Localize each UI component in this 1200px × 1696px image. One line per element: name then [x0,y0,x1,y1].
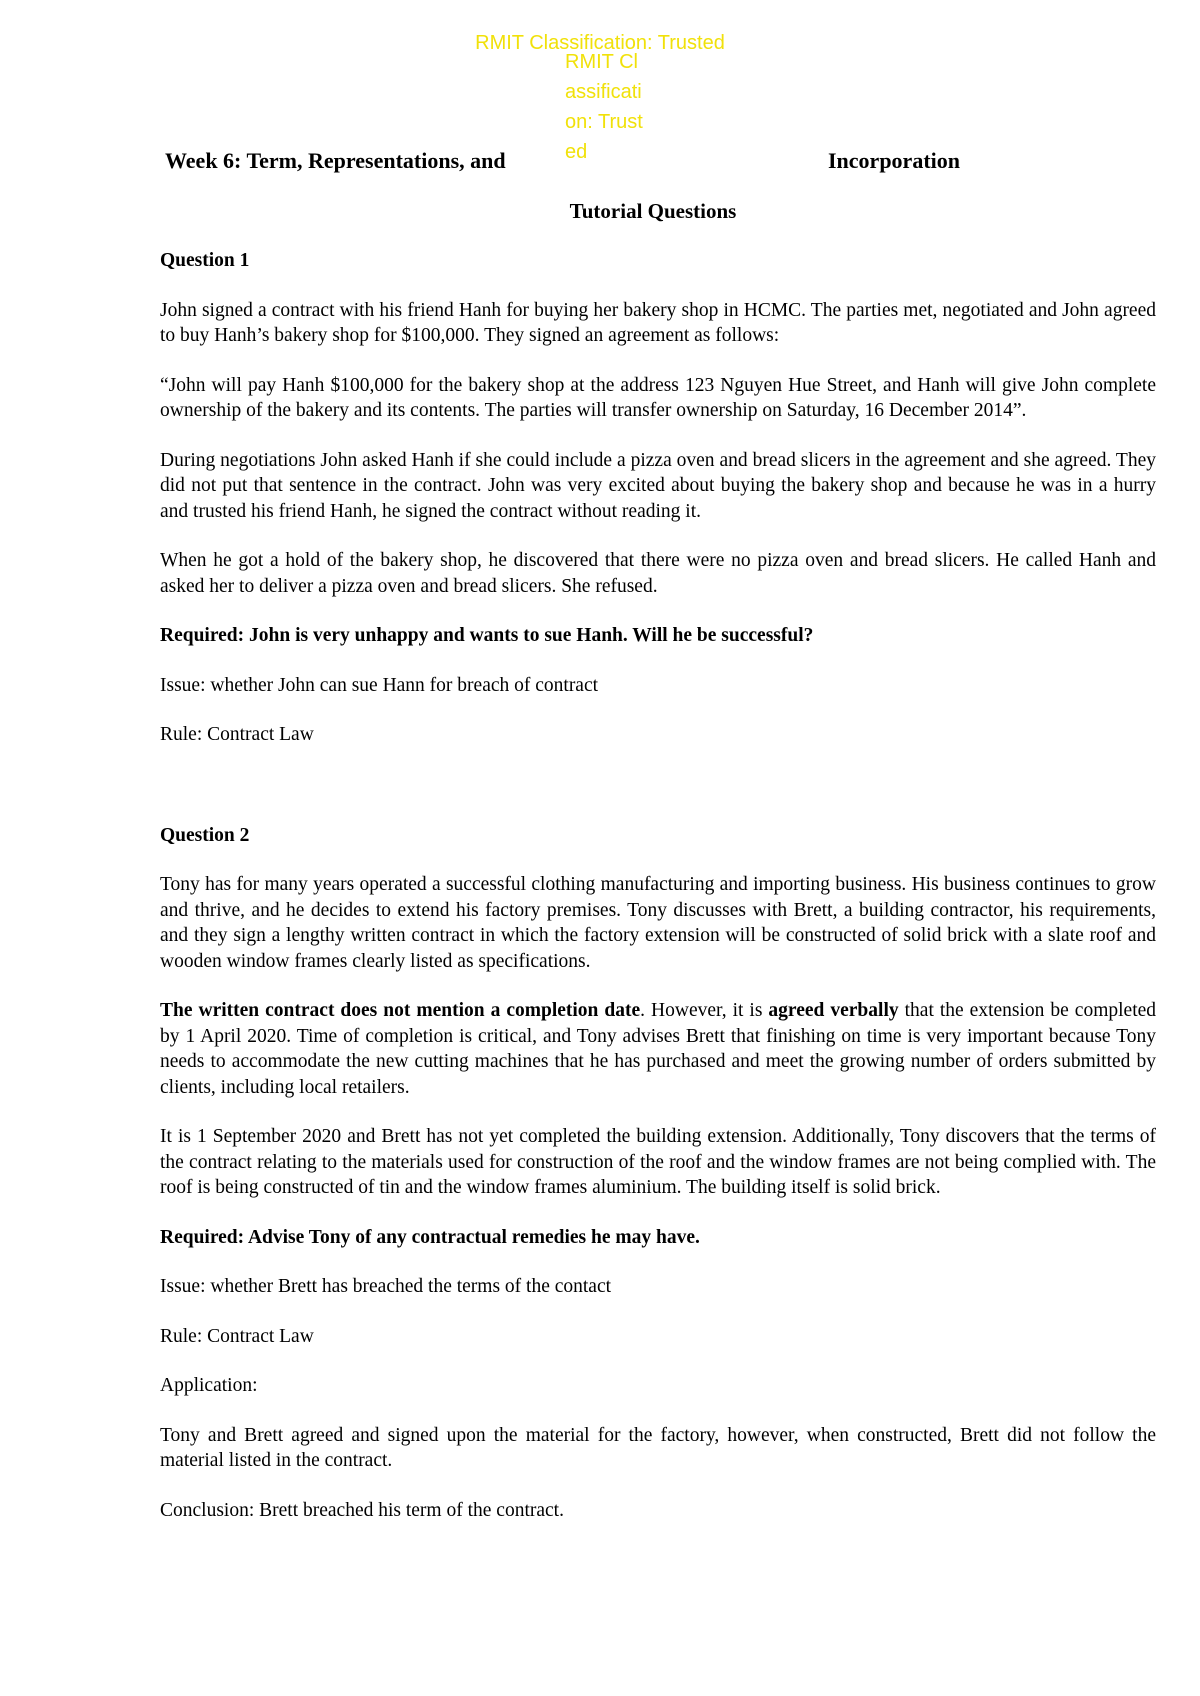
document-subtitle: Tutorial Questions [569,199,737,223]
q2-application-label: Application: [160,1375,258,1396]
q2-issue: Issue: whether Brett has breached the terms of the contact [160,1276,612,1297]
q2-paragraph-3: It is 1 September 2020 and Brett has not yet completed the building extension. Additionally, Tony discovers that the terms of the contract relating to the materials used for construction of the roof and the window frames are not being complied with. The roof is being constructed of tin and the window frames aluminium. The building itself is solid brick. [160,1126,1156,1198]
q2-required: Required: Advise Tony of any contractual remedies he may have. [160,1226,700,1248]
question-2-heading: Question 2 [160,824,250,846]
q2-rule: Rule: Contract Law [160,1325,314,1347]
document-title-end: Incorporation [828,148,960,173]
classification-header: RMIT Classification: Trusted [475,32,725,54]
q2-application: Tony and Brett agreed and signed upon the material for the factory, however, when constructed, Brett did not follow the material listed in the contract. [160,1424,1156,1471]
q1-paragraph-1: John signed a contract with his friend Hanh for buying her bakery shop in HCMC. The parties met, negotiated and John agreed to buy Hanh’s bakery shop for $100,000. They signed an agreement as follows: [160,299,1156,346]
q2-paragraph-1: Tony has for many years operated a successful clothing manufacturing and importing business. His business continues to grow and thrive, and he decides to extend his factory premises. Tony discusses with Brett, a building contractor, his requirements, and they sign a lengthy written contract in which the factory extension will be constructed of solid brick with a slate roof and wooden window frames clearly listed as specifications. [160,874,1156,972]
q1-paragraph-4: When he got a hold of the bakery shop, he discovered that there were no pizza oven and bread slicers. He called Hanh and asked her to deliver a pizza oven and bread slicers. She refused. [160,550,1156,597]
q2-bold-completion: The written contract does not mention a completion date [160,1000,641,1021]
q1-rule: Rule: Contract Law [160,724,314,745]
classification-overlay: RMIT Classification: Trusted [565,51,643,163]
question-1-heading: Question 1 [160,250,250,271]
document-body [160,248,1156,1547]
q2-bold-agreed: agreed verbally [768,1000,899,1021]
blank-space [160,772,1156,823]
q1-paragraph-2: “John will pay Hanh $100,000 for the bakery shop at the address 123 Nguyen Hue Street, and Hanh will give John complete ownership of the bakery and its contents. The parties will transfer ownership on Saturday, 16 December 2014”. [160,374,1156,421]
q2-paragraph-2 [160,998,1156,1100]
q1-issue: Issue: whether John can sue Hann for breach of contract [160,674,599,696]
q1-required: Required: John is very unhappy and wants to sue Hanh. Will he be successful? [160,625,814,646]
q2-text-1: . However, it is [640,1000,769,1021]
document-title: Week 6: Term, Representations, and [165,148,506,173]
q2-text-2: that the extension be completed by 1 April 2020. Time of completion is critical, and Tony advises Brett that finishing on time is very important because Tony needs to accommodate the new cutting machines that he has purchased and meet the growing number of orders submitted by clients, including local retailers. [160,1000,1157,1098]
q1-paragraph-3: During negotiations John asked Hanh if she could include a pizza oven and bread slicers in the agreement and she agreed. They did not put that sentence in the contract. John was very excited about buying the bakery shop and because he was in a hurry and trusted his friend Hanh, he signed the contract without reading it. [160,449,1156,522]
q2-conclusion: Conclusion: Brett breached his term of the contract. [160,1499,564,1521]
